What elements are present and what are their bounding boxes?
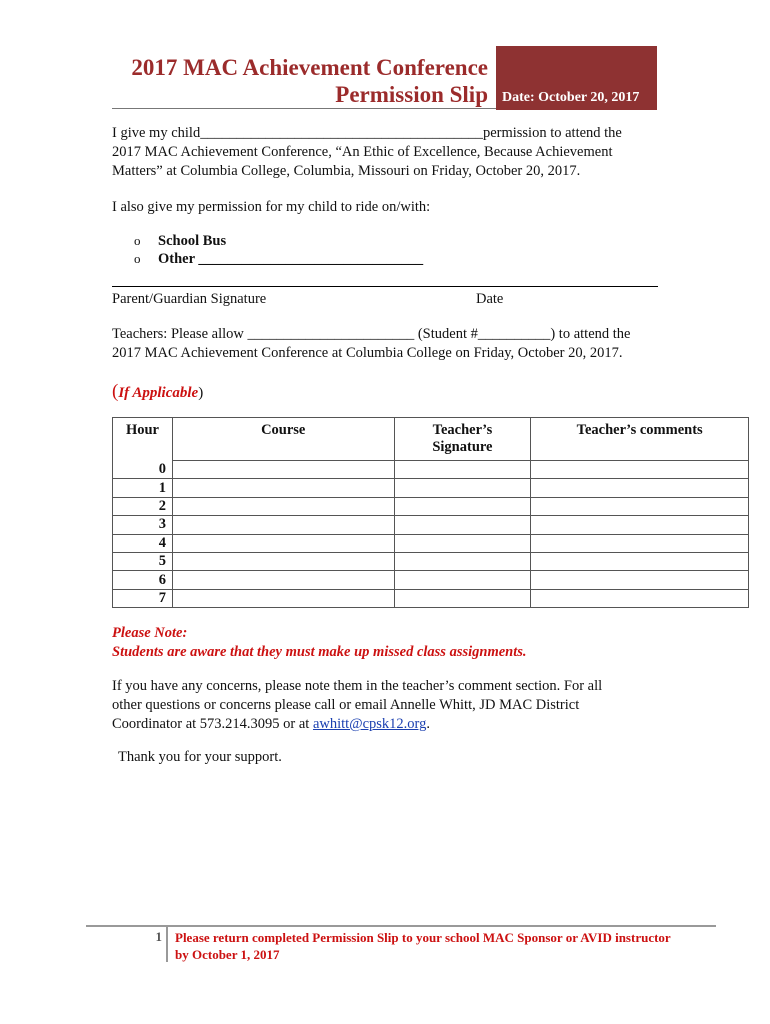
hour-cell: 5: [113, 552, 173, 570]
hour-cell: 2: [113, 497, 173, 515]
title-line-2: Permission Slip: [335, 82, 488, 107]
consent-line-3: Matters” at Columbia College, Columbia, Missouri on Friday, October 20, 2017.: [112, 163, 581, 179]
if-applicable-text: If Applicable: [118, 385, 199, 401]
header-signature: [394, 418, 531, 461]
table-header-row: [113, 418, 749, 461]
table-row: [113, 479, 749, 497]
option-other[interactable]: [134, 251, 423, 268]
title-divider: [112, 108, 496, 109]
date-box: [496, 46, 657, 110]
hour-cell: 4: [113, 534, 173, 552]
course-cell[interactable]: [172, 497, 394, 515]
course-cell[interactable]: [172, 461, 394, 479]
title-line-1: 2017 MAC Achievement Conference: [131, 55, 488, 80]
comments-cell[interactable]: [531, 497, 749, 515]
hour-cell: 1: [113, 479, 173, 497]
please-note-title: Please Note:: [112, 625, 188, 641]
concerns-paragraph: [112, 677, 602, 734]
course-cell[interactable]: [172, 516, 394, 534]
header-signature-line-2: Signature: [432, 439, 493, 455]
comments-cell[interactable]: [531, 479, 749, 497]
please-note-text: Students are aware that they must make up missed class assignments.: [112, 644, 527, 660]
thank-you-text: Thank you for your support.: [118, 749, 282, 765]
signature-cell[interactable]: [394, 479, 531, 497]
course-cell[interactable]: [172, 552, 394, 570]
signature-cell[interactable]: [394, 552, 531, 570]
comments-cell[interactable]: [531, 461, 749, 479]
hour-cell: 3: [113, 516, 173, 534]
class-hours-table: [112, 417, 749, 608]
option-school-bus[interactable]: [134, 233, 226, 250]
date-label: Date: [476, 291, 504, 307]
paren-open: (: [112, 381, 119, 402]
table-row: [113, 497, 749, 515]
consent-line-1[interactable]: I give my child_______________________________________permission to attend the: [112, 125, 622, 141]
comments-cell[interactable]: [531, 571, 749, 589]
teachers-paragraph: [112, 325, 630, 363]
table-row: [113, 461, 749, 479]
if-applicable-note: [112, 381, 203, 403]
table-row: [113, 589, 749, 607]
concerns-line-1: If you have any concerns, please note them in the teacher’s comment section. For all: [112, 678, 603, 694]
page-number: 1: [155, 929, 162, 944]
checkbox-circle-icon[interactable]: o: [134, 251, 141, 266]
concerns-line-3: [112, 715, 602, 734]
signature-cell[interactable]: [394, 461, 531, 479]
signature-cell[interactable]: [394, 534, 531, 552]
footer-note: [175, 929, 671, 963]
table-row: [113, 516, 749, 534]
signature-cell[interactable]: [394, 589, 531, 607]
course-cell[interactable]: [172, 534, 394, 552]
course-cell[interactable]: [172, 479, 394, 497]
hour-cell: 7: [113, 589, 173, 607]
signature-cell[interactable]: [394, 497, 531, 515]
paren-close: ): [198, 385, 204, 401]
coordinator-email-link[interactable]: awhitt@cpsk12.org: [312, 716, 427, 732]
footer-vertical-divider: [166, 926, 168, 962]
concerns-line-3-text: Coordinator at 573.214.3095 or at: [112, 716, 313, 732]
comments-cell[interactable]: [531, 589, 749, 607]
footer-divider: [86, 925, 716, 927]
header-hour: Hour: [113, 418, 173, 461]
footer-line-2: by October 1, 2017: [175, 947, 280, 962]
header-course: Course: [172, 418, 394, 461]
table-row: [113, 534, 749, 552]
comments-cell[interactable]: [531, 516, 749, 534]
consent-paragraph: [112, 124, 622, 181]
comments-cell[interactable]: [531, 552, 749, 570]
header-signature-line-1: Teacher’s: [432, 422, 493, 438]
concerns-line-2: other questions or concerns please call or email Annelle Whitt, JD MAC District: [112, 697, 580, 713]
header-comments: Teacher’s comments: [531, 418, 749, 461]
concerns-period: .: [426, 716, 430, 732]
parent-signature-label: Parent/Guardian Signature: [112, 291, 267, 307]
signature-cell[interactable]: [394, 571, 531, 589]
signature-cell[interactable]: [394, 516, 531, 534]
please-note: [112, 624, 527, 662]
consent-line-2: 2017 MAC Achievement Conference, “An Ethic of Excellence, Because Achievement: [112, 144, 613, 160]
teachers-line-2: 2017 MAC Achievement Conference at Columbia College on Friday, October 20, 2017.: [112, 345, 623, 361]
hour-cell: 6: [113, 571, 173, 589]
option-label: School Bus: [158, 233, 227, 249]
checkbox-circle-icon[interactable]: o: [134, 233, 141, 248]
option-label: Other _______________________________: [158, 251, 424, 267]
course-cell[interactable]: [172, 571, 394, 589]
table-row: [113, 571, 749, 589]
course-cell[interactable]: [172, 589, 394, 607]
hour-cell: 0: [113, 461, 173, 479]
transport-prompt: I also give my permission for my child to ride on/with:: [112, 199, 431, 215]
comments-cell[interactable]: [531, 534, 749, 552]
conference-date: Date: October 20, 2017: [502, 90, 640, 105]
teachers-line-1[interactable]: Teachers: Please allow _______________________ (Student #__________) to attend the: [112, 326, 631, 342]
signature-line[interactable]: [112, 286, 658, 287]
table-row: [113, 552, 749, 570]
footer-line-1: Please return completed Permission Slip to your school MAC Sponsor or AVID instructor: [175, 930, 671, 945]
